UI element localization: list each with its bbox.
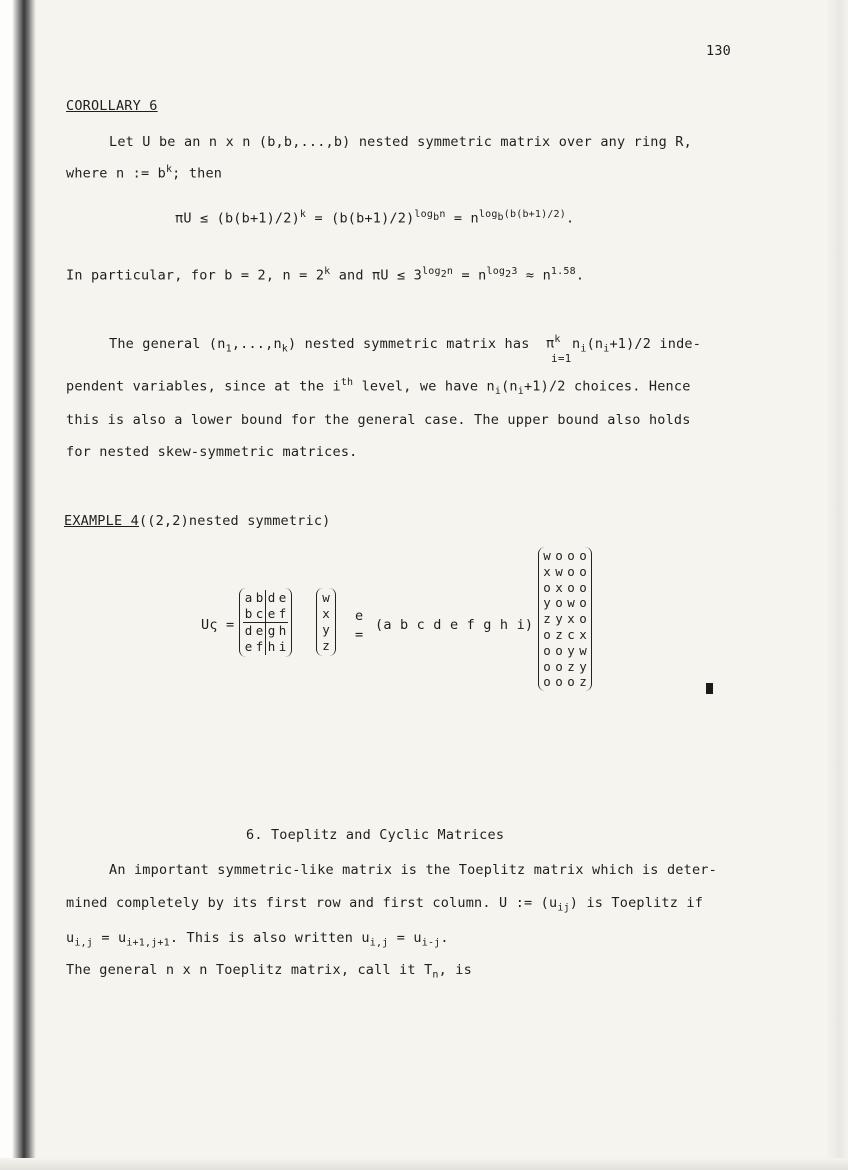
equation-label-e: e [355, 608, 364, 624]
general-line-2: pendent variables, since at the $i^{th}$ level, we have $n_i(n_i+1)/2$ choices. Hence [66, 377, 691, 398]
corollary-line-2: where n := $b^k$; then [66, 164, 223, 182]
matrix-cell: o [555, 548, 563, 563]
equals-sign: = [355, 627, 364, 643]
matrix-row [541, 548, 589, 564]
matrix-cell: o [567, 548, 575, 563]
matrix-cell: o [579, 595, 587, 611]
matrix-row [541, 611, 589, 627]
matrix-cell: o [579, 548, 587, 563]
vector-entry: y [322, 622, 330, 637]
matrix-cell: d [267, 590, 276, 605]
matrix-row [541, 674, 589, 690]
matrix-cell: w [543, 548, 551, 563]
variable-vector [316, 588, 336, 656]
nested-symmetric-matrix [239, 588, 292, 657]
section-line-3: $u_{i,j} = u_{i+1,j+1}$. This is also written $u_{i,j} = u_{i-j}$. [66, 930, 449, 949]
page-edge-shadow [826, 0, 848, 1170]
bound-equation: $\pi U \le (b(b+1)/2)^k = (b(b+1)/2)^{log_bn} = n^{log_b(b(b+1)/2)}$. [175, 209, 575, 227]
matrix-cell: x [567, 611, 575, 627]
matrix-cell: o [567, 579, 575, 595]
general-line-1-end: $n_i(n_i+1)/2$ inde- [572, 336, 702, 355]
matrix-cell: z [543, 611, 551, 627]
matrix-cell: z [555, 626, 563, 642]
matrix-cell: y [543, 595, 551, 611]
matrix-cell: e [244, 639, 253, 654]
matrix-cell: o [555, 642, 563, 658]
matrix-cell: y [555, 611, 563, 627]
matrix-cell: o [543, 658, 551, 674]
section-line-2: mined completely by its first row and first column. U := $(u_{ij})$ is Toeplitz if [66, 895, 704, 914]
matrix-cell: g [267, 623, 276, 638]
matrix-cell: e [267, 606, 276, 621]
matrix-row [541, 580, 589, 596]
matrix-cell: x [555, 579, 563, 595]
matrix-row [243, 639, 288, 655]
page-bottom-edge [0, 1158, 848, 1170]
matrix-cell: e [254, 623, 266, 639]
section-line-1: An important symmetric-like matrix is the Toeplitz matrix which is deter- [109, 862, 717, 878]
corollary-line-1: Let U be an n x n (b,b,...,b) nested symmetric matrix over any ring R, [109, 134, 692, 150]
matrix-cell: e [278, 590, 287, 605]
matrix-cell: w [567, 595, 575, 611]
matrix-cell: x [543, 563, 551, 579]
end-of-example-mark [706, 683, 713, 694]
matrix-cell: o [579, 579, 587, 595]
matrix-row [541, 659, 589, 675]
matrix-cell: w [579, 642, 587, 658]
matrix-cell: o [543, 674, 551, 690]
matrix-cell: c [254, 606, 266, 622]
matrix-cell: y [579, 658, 587, 674]
row-vector: (a b c d e f g h i) [375, 617, 534, 633]
u-label: Uς = [201, 617, 235, 633]
matrix-cell: b [254, 590, 266, 606]
page-number: 130 [706, 43, 731, 59]
matrix-cell: w [555, 563, 563, 579]
matrix-cell: o [555, 674, 563, 690]
matrix-cell: o [579, 563, 587, 579]
matrix-cell: c [567, 626, 575, 642]
section-line-4: The general n x n Toeplitz matrix, call it $T_n$, is [66, 962, 472, 981]
matrix-row [243, 623, 288, 639]
vector-entry: w [322, 590, 330, 605]
vector-entry: z [322, 638, 330, 653]
matrix-cell: o [555, 658, 563, 674]
product-index: i=1 [551, 352, 572, 365]
matrix-row [541, 627, 589, 643]
matrix-cell: f [254, 639, 266, 655]
matrix-cell: o [543, 579, 551, 595]
general-line-4: for nested skew-symmetric matrices. [66, 444, 358, 460]
matrix-cell: h [267, 639, 276, 654]
matrix-row [541, 595, 589, 611]
matrix-cell: o [543, 642, 551, 658]
section-title: 6. Toeplitz and Cyclic Matrices [246, 827, 505, 843]
vector-entry: x [322, 606, 330, 621]
product-symbol: $\pi^k$ [546, 334, 561, 352]
matrix-cell: o [567, 563, 575, 579]
matrix-cell: o [579, 611, 587, 627]
matrix-row [541, 643, 589, 659]
matrix-cell: o [567, 674, 575, 690]
matrix-cell: h [278, 623, 287, 638]
general-line-1: The general $(n_1,...,n_k)$ nested symmetric matrix has [109, 336, 530, 355]
matrix-cell: o [555, 595, 563, 611]
matrix-cell: b [244, 606, 253, 621]
example-heading: EXAMPLE 4((2,2)nested symmetric) [64, 513, 331, 529]
corollary-heading: COROLLARY 6 [66, 98, 158, 114]
matrix-cell: d [244, 623, 253, 638]
coefficient-matrix [538, 547, 592, 691]
matrix-cell: o [543, 626, 551, 642]
matrix-cell: x [579, 626, 587, 642]
matrix-cell: z [579, 674, 587, 690]
matrix-cell: i [278, 639, 287, 654]
matrix-row [243, 606, 288, 623]
general-line-3: this is also a lower bound for the general case. The upper bound also holds [66, 412, 691, 428]
matrix-row [541, 564, 589, 580]
matrix-cell: f [278, 606, 287, 621]
matrix-cell: a [244, 590, 253, 605]
binding-shadow [0, 0, 36, 1170]
particular-case-line: In particular, for b = 2, $n = 2^k$ and $\pi U \le 3^{log_2n} = n^{log_23} \approx n^{1.58}$. [66, 266, 585, 284]
matrix-row [243, 590, 288, 606]
matrix-cell: y [567, 642, 575, 658]
matrix-cell: z [567, 658, 575, 674]
